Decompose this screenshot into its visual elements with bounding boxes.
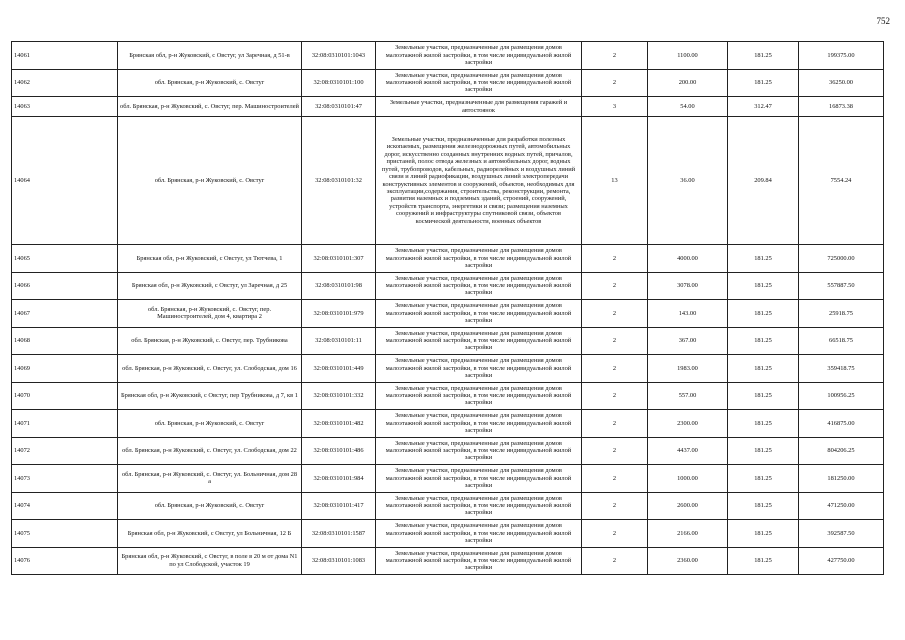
table-row (12, 520, 884, 548)
group-code-cell: 3 (582, 97, 648, 117)
cadastral-value-cell: 471250.00 (799, 492, 884, 520)
record-number-cell: 14061 (12, 42, 118, 70)
page-number: 752 (876, 16, 890, 26)
cadastral-value-cell: 804206.25 (799, 437, 884, 465)
area-cell: 3078.00 (648, 272, 728, 300)
cadastral-number-cell: 32:08:0310101:98 (302, 272, 376, 300)
group-code-cell: 2 (582, 42, 648, 70)
land-use-cell: Земельные участки, предназначенные для размещения домов малоэтажной жилой застройки, в том числе индивидуальной жилой застройки (376, 245, 582, 273)
cadastral-number-cell: 32:08:0310101:1587 (302, 520, 376, 548)
cadastral-number-cell: 32:08:0310101:486 (302, 437, 376, 465)
record-number-cell: 14067 (12, 300, 118, 328)
record-number-cell: 14068 (12, 327, 118, 355)
record-number-cell: 14074 (12, 492, 118, 520)
cadastral-number-cell: 32:08:0310101:32 (302, 117, 376, 245)
table-row (12, 300, 884, 328)
record-number-cell: 14075 (12, 520, 118, 548)
address-cell: обл. Брянская, р-н Жуковский, с. Овстуг, пер. Трубникова (118, 327, 302, 355)
specific-value-cell: 312.47 (728, 97, 799, 117)
address-cell: обл. Брянская, р-н Жуковский, с. Овстуг, пер. Машиностроителей, дом 4, квартира 2 (118, 300, 302, 328)
specific-value-cell: 181.25 (728, 42, 799, 70)
land-use-cell: Земельные участки, предназначенные для размещения домов малоэтажной жилой застройки, в том числе индивидуальной жилой застройки (376, 327, 582, 355)
cadastral-value-cell: 359418.75 (799, 355, 884, 383)
cadastral-value-cell: 557887.50 (799, 272, 884, 300)
address-cell: Брянская обл, р-н Жуковский, с Овстуг, пер Трубникова, д 7, кв 1 (118, 382, 302, 410)
table-row (12, 117, 884, 245)
cadastral-number-cell: 32:08:0310101:307 (302, 245, 376, 273)
address-cell: обл. Брянская, р-н Жуковский, с. Овстуг (118, 69, 302, 97)
specific-value-cell: 181.25 (728, 245, 799, 273)
specific-value-cell: 181.25 (728, 69, 799, 97)
record-number-cell: 14063 (12, 97, 118, 117)
table-row (12, 547, 884, 575)
area-cell: 4000.00 (648, 245, 728, 273)
group-code-cell: 2 (582, 437, 648, 465)
cadastral-value-cell: 7554.24 (799, 117, 884, 245)
record-number-cell: 14073 (12, 465, 118, 493)
specific-value-cell: 181.25 (728, 492, 799, 520)
record-number-cell: 14072 (12, 437, 118, 465)
specific-value-cell: 181.25 (728, 272, 799, 300)
land-use-cell: Земельные участки, предназначенные для размещения домов малоэтажной жилой застройки, в том числе индивидуальной жилой застройки (376, 547, 582, 575)
address-cell: обл. Брянская, р-н Жуковский, с. Овстуг, ул. Слободская, дом 16 (118, 355, 302, 383)
land-use-cell: Земельные участки, предназначенные для размещения домов малоэтажной жилой застройки, в том числе индивидуальной жилой застройки (376, 355, 582, 383)
area-cell: 143.00 (648, 300, 728, 328)
group-code-cell: 2 (582, 520, 648, 548)
cadastral-value-cell: 66518.75 (799, 327, 884, 355)
land-use-cell: Земельные участки, предназначенные для разработки полезных ископаемых, размещения железнодорожных путей, автомобильных дорог, искусственно созданных внутренних водных путей, причалов, пристаней, полос отвода железных и автомобильных дорог, водных путей, трубопроводов, кабельных, радиорелейных и воздушных линий связи и линий радиофикации, воздушных линий электропередачи конструктивных элементов и сооружений, объектов, необходимых для эксплуатации,содержания, строительства, реконструкции, ремонта, развития наземных и подземных зданий, строений, сооружений, устройств транспорта, энергетики и связи; размещения наземных сооружений и инфраструктуры спутниковой связи, объектов космической деятельности, военных объектов (376, 117, 582, 245)
group-code-cell: 2 (582, 69, 648, 97)
group-code-cell: 2 (582, 465, 648, 493)
record-number-cell: 14076 (12, 547, 118, 575)
table-row (12, 327, 884, 355)
address-cell: обл. Брянская, р-н Жуковский, с. Овстуг (118, 117, 302, 245)
cadastral-number-cell: 32:08:0310101:332 (302, 382, 376, 410)
cadastral-value-cell: 416875.00 (799, 410, 884, 438)
group-code-cell: 2 (582, 382, 648, 410)
cadastral-number-cell: 32:08:0310101:1043 (302, 42, 376, 70)
land-use-cell: Земельные участки, предназначенные для размещения домов малоэтажной жилой застройки, в том числе индивидуальной жилой застройки (376, 410, 582, 438)
address-cell: Брянская обл, р-н Жуковский, с Овстуг, ул Заречная, д 51-в (118, 42, 302, 70)
address-cell: Брянская обл, р-н Жуковский, с Овстуг, ул Заречная, д 25 (118, 272, 302, 300)
area-cell: 1000.00 (648, 465, 728, 493)
address-cell: Брянская обл, р-н Жуковский, с Овстуг, ул Больничная, 12 Б (118, 520, 302, 548)
specific-value-cell: 181.25 (728, 465, 799, 493)
area-cell: 2300.00 (648, 410, 728, 438)
specific-value-cell: 181.25 (728, 437, 799, 465)
area-cell: 2600.00 (648, 492, 728, 520)
address-cell: Брянская обл, р-н Жуковский, с Овстуг, в поле в 20 м от дома N1 по ул Слободской, участок 19 (118, 547, 302, 575)
cadastral-value-cell: 392587.50 (799, 520, 884, 548)
group-code-cell: 2 (582, 272, 648, 300)
cadastral-number-cell: 32:08:0310101:11 (302, 327, 376, 355)
cadastral-number-cell: 32:08:0310101:979 (302, 300, 376, 328)
specific-value-cell: 181.25 (728, 382, 799, 410)
land-use-cell: Земельные участки, предназначенные для размещения домов малоэтажной жилой застройки, в том числе индивидуальной жилой застройки (376, 465, 582, 493)
area-cell: 4437.00 (648, 437, 728, 465)
table-row (12, 492, 884, 520)
table-row (12, 245, 884, 273)
table-row (12, 410, 884, 438)
land-use-cell: Земельные участки, предназначенные для размещения домов малоэтажной жилой застройки, в том числе индивидуальной жилой застройки (376, 300, 582, 328)
specific-value-cell: 181.25 (728, 355, 799, 383)
area-cell: 367.00 (648, 327, 728, 355)
group-code-cell: 2 (582, 492, 648, 520)
address-cell: обл. Брянская, р-н Жуковский, с. Овстуг (118, 410, 302, 438)
group-code-cell: 2 (582, 547, 648, 575)
table-body (12, 42, 884, 575)
group-code-cell: 2 (582, 355, 648, 383)
area-cell: 54.00 (648, 97, 728, 117)
group-code-cell: 2 (582, 245, 648, 273)
address-cell: обл. Брянская, р-н Жуковский, с. Овстуг, ул. Слободская, дом 22 (118, 437, 302, 465)
land-use-cell: Земельные участки, предназначенные для размещения домов малоэтажной жилой застройки, в том числе индивидуальной жилой застройки (376, 69, 582, 97)
land-use-cell: Земельные участки, предназначенные для размещения домов малоэтажной жилой застройки, в том числе индивидуальной жилой застройки (376, 520, 582, 548)
table-row (12, 437, 884, 465)
table-row (12, 69, 884, 97)
cadastral-number-cell: 32:08:0310101:417 (302, 492, 376, 520)
cadastral-number-cell: 32:08:0310101:984 (302, 465, 376, 493)
cadastral-value-cell: 36250.00 (799, 69, 884, 97)
specific-value-cell: 181.25 (728, 300, 799, 328)
specific-value-cell: 181.25 (728, 327, 799, 355)
area-cell: 557.00 (648, 382, 728, 410)
address-cell: Брянская обл, р-н Жуковский, с Овстуг, ул Тютчева, 1 (118, 245, 302, 273)
specific-value-cell: 181.25 (728, 547, 799, 575)
record-number-cell: 14069 (12, 355, 118, 383)
record-number-cell: 14071 (12, 410, 118, 438)
cadastral-number-cell: 32:08:0310101:47 (302, 97, 376, 117)
cadastral-value-cell: 181250.00 (799, 465, 884, 493)
group-code-cell: 13 (582, 117, 648, 245)
cadastral-value-cell: 25918.75 (799, 300, 884, 328)
specific-value-cell: 181.25 (728, 410, 799, 438)
table-row (12, 272, 884, 300)
cadastral-value-cell: 100956.25 (799, 382, 884, 410)
area-cell: 1983.00 (648, 355, 728, 383)
table-row (12, 355, 884, 383)
specific-value-cell: 181.25 (728, 520, 799, 548)
specific-value-cell: 209.84 (728, 117, 799, 245)
land-use-cell: Земельные участки, предназначенные для размещения домов малоэтажной жилой застройки, в том числе индивидуальной жилой застройки (376, 492, 582, 520)
cadastral-value-cell: 199375.00 (799, 42, 884, 70)
record-number-cell: 14064 (12, 117, 118, 245)
area-cell: 200.00 (648, 69, 728, 97)
area-cell: 2166.00 (648, 520, 728, 548)
record-number-cell: 14066 (12, 272, 118, 300)
cadastral-number-cell: 32:08:0310101:482 (302, 410, 376, 438)
area-cell: 2360.00 (648, 547, 728, 575)
table-row (12, 465, 884, 493)
address-cell: обл. Брянская, р-н Жуковский, с. Овстуг (118, 492, 302, 520)
record-number-cell: 14062 (12, 69, 118, 97)
record-number-cell: 14070 (12, 382, 118, 410)
cadastral-value-table (11, 41, 884, 575)
land-use-cell: Земельные участки, предназначенные для размещения домов малоэтажной жилой застройки, в том числе индивидуальной жилой застройки (376, 437, 582, 465)
address-cell: обл. Брянская, р-н Жуковский, с. Овстуг, пер. Машиностроителей (118, 97, 302, 117)
cadastral-value-cell: 725000.00 (799, 245, 884, 273)
cadastral-number-cell: 32:08:0310101:1083 (302, 547, 376, 575)
group-code-cell: 2 (582, 327, 648, 355)
land-use-cell: Земельные участки, предназначенные для размещения домов малоэтажной жилой застройки, в том числе индивидуальной жилой застройки (376, 272, 582, 300)
cadastral-value-cell: 427750.00 (799, 547, 884, 575)
table-row (12, 42, 884, 70)
cadastral-number-cell: 32:08:0310101:100 (302, 69, 376, 97)
land-use-cell: Земельные участки, предназначенные для размещения домов малоэтажной жилой застройки, в том числе индивидуальной жилой застройки (376, 382, 582, 410)
cadastral-value-cell: 16873.38 (799, 97, 884, 117)
area-cell: 36.00 (648, 117, 728, 245)
land-use-cell: Земельные участки, предназначенные для размещения гаражей и автостоянок (376, 97, 582, 117)
table-row (12, 382, 884, 410)
area-cell: 1100.00 (648, 42, 728, 70)
address-cell: обл. Брянская, р-н Жуковский, с. Овстуг, ул. Больничная, дом 28 а (118, 465, 302, 493)
table-row (12, 97, 884, 117)
group-code-cell: 2 (582, 300, 648, 328)
group-code-cell: 2 (582, 410, 648, 438)
land-use-cell: Земельные участки, предназначенные для размещения домов малоэтажной жилой застройки, в том числе индивидуальной жилой застройки (376, 42, 582, 70)
cadastral-number-cell: 32:08:0310101:449 (302, 355, 376, 383)
record-number-cell: 14065 (12, 245, 118, 273)
